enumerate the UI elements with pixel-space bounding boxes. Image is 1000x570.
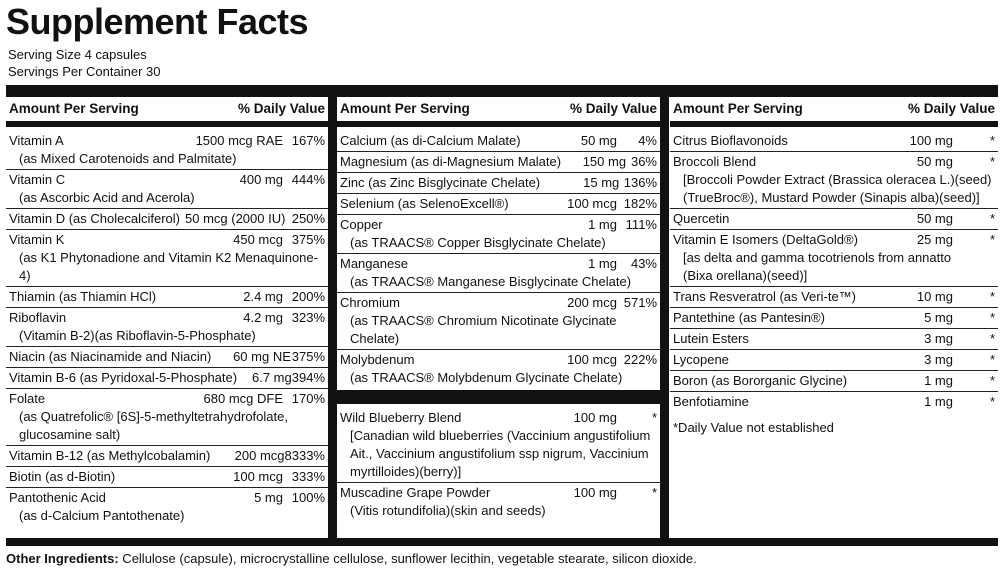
nutrient-source: (as TRAACS® Chromium Nicotinate Glycinate Chelate) [350, 313, 617, 346]
nutrient-daily-value: 182% [623, 196, 657, 211]
nutrient-row [6, 170, 328, 209]
nutrient-daily-value: * [989, 133, 995, 148]
nutrient-name: Trans Resveratrol (as Veri-te™) [673, 289, 857, 304]
nutrient-row [337, 254, 660, 293]
nutrient-row [670, 209, 998, 230]
nutrient-daily-value: 200% [291, 289, 325, 304]
nutrient-row [337, 131, 660, 152]
nutrient-amount: 6.7 mg [252, 370, 292, 385]
nutrient-name: Pantethine (as Pantesin®) [673, 310, 825, 325]
nutrient-row [670, 230, 998, 287]
nutrient-daily-value: * [989, 373, 995, 388]
nutrient-name: Manganese [340, 256, 408, 271]
nutrient-row [670, 350, 998, 371]
nutrient-amount: 4.2 mg [243, 310, 283, 325]
nutrient-row [337, 293, 660, 350]
header-rule [670, 121, 998, 127]
nutrient-source: (as Ascorbic Acid and Acerola) [19, 190, 195, 205]
nutrient-row [6, 209, 328, 230]
nutrient-row [670, 308, 998, 329]
nutrient-amount: 1 mg [924, 373, 953, 388]
nutrient-name: Magnesium (as di-Magnesium Malate) [340, 154, 562, 169]
nutrient-row [670, 152, 998, 209]
nutrient-amount: 100 mcg [567, 352, 617, 367]
nutrient-amount: 100 mg [573, 485, 617, 500]
nutrient-daily-value: 36% [630, 154, 657, 169]
nutrient-name: Riboflavin [9, 310, 67, 325]
nutrient-amount: 100 mg [909, 133, 953, 148]
nutrient-amount: 15 mg [583, 175, 620, 190]
nutrient-daily-value: * [989, 394, 995, 409]
nutrient-name: Biotin (as d-Biotin) [9, 469, 116, 484]
nutrient-daily-value: * [989, 154, 995, 169]
nutrient-row [337, 173, 660, 194]
nutrient-daily-value: 394% [291, 370, 325, 385]
nutrient-source: (as Quatrefolic® [6S]-5-methyltetrahydrofolate, glucosamine salt) [19, 409, 288, 442]
nutrient-daily-value: * [989, 310, 995, 325]
other-ingredients [6, 550, 697, 567]
nutrient-name: Folate [9, 391, 46, 406]
blend-separator-bar [337, 390, 660, 404]
nutrient-row [670, 329, 998, 350]
column-separator [328, 97, 337, 538]
nutrient-source: (as TRAACS® Molybdenum Glycinate Chelate) [350, 370, 623, 385]
nutrient-daily-value: 4% [638, 133, 657, 148]
nutrient-daily-value: 167% [291, 133, 325, 148]
nutrient-name: Chromium [340, 295, 400, 310]
nutrient-daily-value: * [989, 211, 995, 226]
nutrient-amount: 3 mg [924, 352, 953, 367]
nutrient-name: Wild Blueberry Blend [340, 410, 462, 425]
nutrient-source: [as delta and gamma tocotrienols from annatto (Bixa orellana)(seed)] [683, 250, 952, 283]
other-ingredients-text: Cellulose (capsule), microcrystalline cellulose, sunflower lecithin, vegetable stearate, silicon dioxide. [118, 551, 697, 566]
panel-title: Supplement Facts [6, 1, 309, 42]
nutrient-row [6, 446, 328, 467]
nutrient-daily-value: 375% [291, 349, 325, 364]
nutrient-row [6, 308, 328, 347]
nutrient-source: (Vitis rotundifolia)(skin and seeds) [350, 503, 546, 518]
nutrient-daily-value: 444% [291, 172, 325, 187]
daily-value-header: % Daily Value [237, 101, 325, 116]
nutrient-amount: 1 mg [588, 256, 617, 271]
nutrient-row [337, 215, 660, 254]
nutrient-amount: 100 mg [573, 410, 617, 425]
serving-size: Serving Size 4 capsules [8, 47, 147, 62]
servings-per-container: Servings Per Container 30 [8, 64, 161, 79]
nutrient-daily-value: * [989, 232, 995, 247]
nutrient-daily-value: 100% [291, 490, 325, 505]
nutrient-daily-value: 375% [291, 232, 325, 247]
amount-per-serving-header: Amount Per Serving [340, 101, 470, 116]
other-ingredients-label: Other Ingredients: [6, 551, 119, 566]
amount-per-serving-header: Amount Per Serving [673, 101, 803, 116]
nutrient-name: Muscadine Grape Powder [340, 485, 491, 500]
daily-value-header: % Daily Value [907, 101, 995, 116]
column-header [6, 97, 328, 121]
nutrient-amount: 100 mcg [567, 196, 617, 211]
nutrient-name: Vitamin B-12 (as Methylcobalamin) [9, 448, 211, 463]
nutrient-column-3 [670, 97, 998, 443]
nutrient-row [6, 368, 328, 389]
nutrient-name: Niacin (as Niacinamide and Niacin) [9, 349, 212, 364]
nutrient-daily-value: 323% [291, 310, 325, 325]
nutrient-amount: 50 mg [916, 211, 953, 226]
nutrient-name: Lycopene [673, 352, 729, 367]
nutrient-row [6, 347, 328, 368]
nutrient-source: (as TRAACS® Manganese Bisglycinate Chelate) [350, 274, 632, 289]
nutrient-name: Calcium (as di-Calcium Malate) [340, 133, 521, 148]
nutrient-amount: 100 mcg [233, 469, 283, 484]
nutrient-amount: 5 mg [254, 490, 283, 505]
nutrient-source: [Broccoli Powder Extract (Brassica oleracea L.)(seed) (TrueBroc®), Mustard Powder (Sinapis alba)(seed)] [683, 172, 992, 205]
nutrient-daily-value: 250% [291, 211, 325, 226]
nutrient-row [337, 152, 660, 173]
nutrient-daily-value: 8333% [284, 448, 325, 463]
nutrient-daily-value: * [989, 289, 995, 304]
nutrient-row [670, 392, 998, 412]
top-thick-rule [6, 85, 998, 97]
nutrient-row [670, 131, 998, 152]
nutrient-name: Zinc (as Zinc Bisglycinate Chelate) [340, 175, 541, 190]
nutrient-row [337, 483, 660, 521]
nutrient-amount: 680 mcg DFE [203, 391, 283, 406]
nutrient-column-2 [337, 97, 660, 521]
nutrient-name: Thiamin (as Thiamin HCl) [9, 289, 157, 304]
nutrient-name: Selenium (as SelenoExcell®) [340, 196, 509, 211]
nutrient-daily-value: * [651, 485, 657, 500]
nutrient-daily-value: 170% [291, 391, 325, 406]
bottom-thick-rule [6, 538, 998, 546]
nutrient-row [337, 194, 660, 215]
nutrient-amount: 2.4 mg [243, 289, 283, 304]
daily-value-footnote: *Daily Value not established [673, 420, 834, 435]
nutrient-name: Vitamin D (as Cholecalciferol) [9, 211, 180, 226]
nutrient-daily-value: * [989, 331, 995, 346]
nutrient-name: Vitamin C [9, 172, 66, 187]
nutrient-row [6, 230, 328, 287]
nutrient-amount: 3 mg [924, 331, 953, 346]
nutrient-row [6, 389, 328, 446]
nutrient-daily-value: 43% [630, 256, 657, 271]
nutrient-name: Benfotiamine [673, 394, 749, 409]
nutrient-daily-value: * [989, 352, 995, 367]
nutrient-row [6, 467, 328, 488]
nutrient-row [6, 287, 328, 308]
nutrient-name: Vitamin A [9, 133, 64, 148]
nutrient-source: (as Mixed Carotenoids and Palmitate) [19, 151, 237, 166]
amount-per-serving-header: Amount Per Serving [9, 101, 139, 116]
nutrient-source: (Vitamin B-2)(as Riboflavin-5-Phosphate) [19, 328, 256, 343]
nutrient-row [6, 131, 328, 170]
nutrient-daily-value: 136% [623, 175, 657, 190]
nutrient-amount: 50 mcg (2000 IU) [185, 211, 286, 226]
nutrient-name: Broccoli Blend [673, 154, 757, 169]
nutrient-source: [Canadian wild blueberries (Vaccinium angustifolium Ait., Vaccinium angustifolium ssp nigrum, Vaccinium myrtilloides)(berry)] [350, 428, 651, 479]
nutrient-amount: 450 mcg [233, 232, 283, 247]
header-rule [6, 121, 328, 127]
nutrient-row [337, 350, 660, 388]
nutrient-amount: 1 mg [588, 217, 617, 232]
nutrient-amount: 50 mg [580, 133, 617, 148]
daily-value-header: % Daily Value [569, 101, 657, 116]
nutrient-name: Vitamin B-6 (as Pyridoxal-5-Phosphate) [9, 370, 238, 385]
nutrient-amount: 5 mg [924, 310, 953, 325]
nutrient-amount: 200 mcg [567, 295, 617, 310]
nutrient-row [670, 371, 998, 392]
nutrient-name: Quercetin [673, 211, 730, 226]
nutrient-amount: 60 mg NE [233, 349, 291, 364]
nutrient-daily-value: 222% [623, 352, 657, 367]
nutrient-amount: 25 mg [916, 232, 953, 247]
nutrient-row [337, 408, 660, 483]
nutrient-daily-value: 571% [623, 295, 657, 310]
column-separator [660, 97, 669, 538]
nutrient-amount: 10 mg [916, 289, 953, 304]
nutrient-name: Molybdenum [340, 352, 415, 367]
nutrient-daily-value: 333% [291, 469, 325, 484]
column-header [337, 97, 660, 121]
nutrient-amount: 200 mcg [234, 448, 285, 463]
nutrient-amount: 1 mg [924, 394, 953, 409]
nutrient-name: Lutein Esters [673, 331, 749, 346]
nutrient-name: Citrus Bioflavonoids [673, 133, 788, 148]
nutrient-source: (as d-Calcium Pantothenate) [19, 508, 185, 523]
nutrient-column-1 [6, 97, 328, 526]
nutrient-source: (as K1 Phytonadione and Vitamin K2 Menaquinone-4) [19, 250, 318, 283]
nutrient-amount: 50 mg [916, 154, 953, 169]
nutrient-amount: 400 mg [239, 172, 283, 187]
nutrient-daily-value: 111% [625, 217, 657, 232]
column-header [670, 97, 998, 121]
nutrient-row [6, 488, 328, 526]
nutrient-name: Copper [340, 217, 383, 232]
nutrient-daily-value: * [651, 410, 657, 425]
nutrient-name: Vitamin K [9, 232, 65, 247]
nutrient-source: (as TRAACS® Copper Bisglycinate Chelate) [350, 235, 606, 250]
nutrient-row [670, 287, 998, 308]
nutrient-name: Boron (as Bororganic Glycine) [673, 373, 848, 388]
nutrient-amount: 1500 mcg RAE [195, 133, 283, 148]
nutrient-name: Pantothenic Acid [9, 490, 106, 505]
nutrient-name: Vitamin E Isomers (DeltaGold®) [673, 232, 858, 247]
header-rule [337, 121, 660, 127]
nutrient-amount: 150 mg [582, 154, 627, 169]
